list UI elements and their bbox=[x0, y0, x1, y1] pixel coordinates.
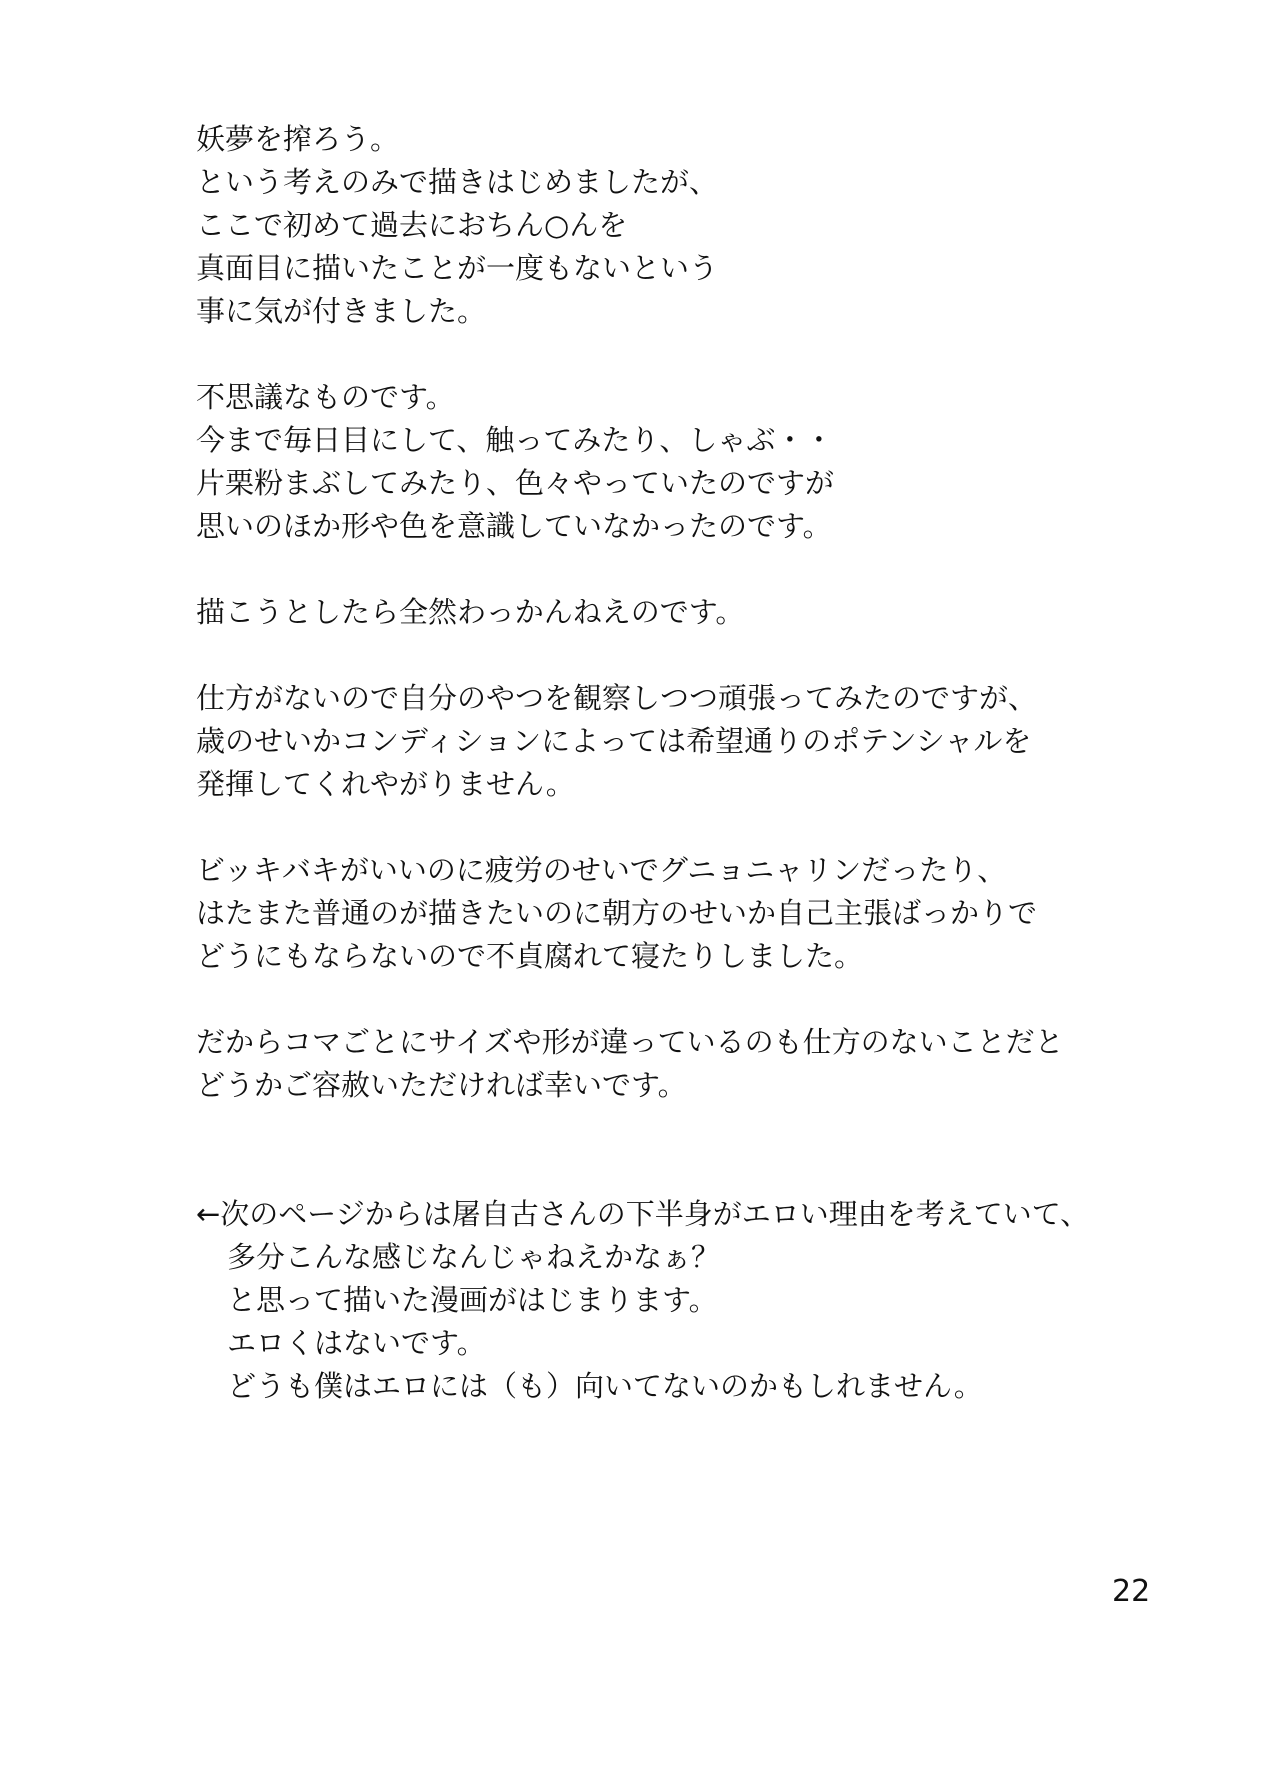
paragraph-5 bbox=[196, 849, 1196, 978]
text-line: どうにもならないので不貞腐れて寝たりしました。 bbox=[196, 939, 864, 973]
text-line: 発揮してくれやがりません。 bbox=[196, 767, 575, 801]
paragraph-1 bbox=[196, 118, 1196, 333]
text-line: と思って描いた漫画がはじまります。 bbox=[227, 1283, 718, 1317]
text-line: 事に気が付きました。 bbox=[196, 294, 487, 328]
page-number: 22 bbox=[1112, 1574, 1151, 1609]
text-line: だからコマごとにサイズや形が違っているのも仕方のないことだと bbox=[196, 1025, 1064, 1059]
text-line: ここで初めて過去におちん○んを bbox=[196, 208, 628, 242]
text-line: という考えのみで描きはじめましたが、 bbox=[196, 165, 719, 199]
text-line: 妖夢を搾ろう。 bbox=[196, 122, 400, 156]
next-page-note bbox=[196, 1193, 1196, 1408]
text-line: はたまた普通のが描きたいのに朝方のせいか自己主張ばっかりで bbox=[196, 896, 1038, 930]
paragraph-2 bbox=[196, 376, 1196, 548]
text-line: 歳のせいかコンディションによっては希望通りのポテンシャルを bbox=[196, 724, 1032, 758]
paragraph-3 bbox=[196, 591, 1196, 634]
text-line: エロくはないです。 bbox=[227, 1326, 486, 1360]
text-line: 思いのほか形や色を意識していなかったのです。 bbox=[196, 509, 832, 543]
text-line: 不思議なものです。 bbox=[196, 380, 455, 414]
text-line: どうかご容赦いただければ幸いです。 bbox=[196, 1068, 687, 1102]
text-line: 今まで毎日目にして、触ってみたり、しゃぶ・・ bbox=[196, 423, 834, 457]
text-line: 片栗粉まぶしてみたり、色々やっていたのですが bbox=[196, 466, 835, 500]
body-text bbox=[196, 118, 1196, 1451]
text-line: ビッキバキがいいのに疲労のせいでグニョニャリンだったり、 bbox=[196, 853, 1007, 887]
text-line: 真面目に描いたことが一度もないという bbox=[196, 251, 719, 285]
text-line: ←次のページからは屠自古さんの下半身がエロい理由を考えていて、 bbox=[196, 1197, 1090, 1231]
paragraph-4 bbox=[196, 677, 1196, 806]
text-line: 描こうとしたら全然わっかんねえのです。 bbox=[196, 595, 745, 629]
text-line: どうも僕はエロには（も）向いてないのかもしれません。 bbox=[227, 1369, 983, 1403]
text-line: 多分こんな感じなんじゃねえかなぁ？ bbox=[227, 1240, 721, 1274]
text-line: 仕方がないので自分のやつを観察しつつ頑張ってみたのですが、 bbox=[196, 681, 1038, 715]
paragraph-6 bbox=[196, 1021, 1196, 1107]
